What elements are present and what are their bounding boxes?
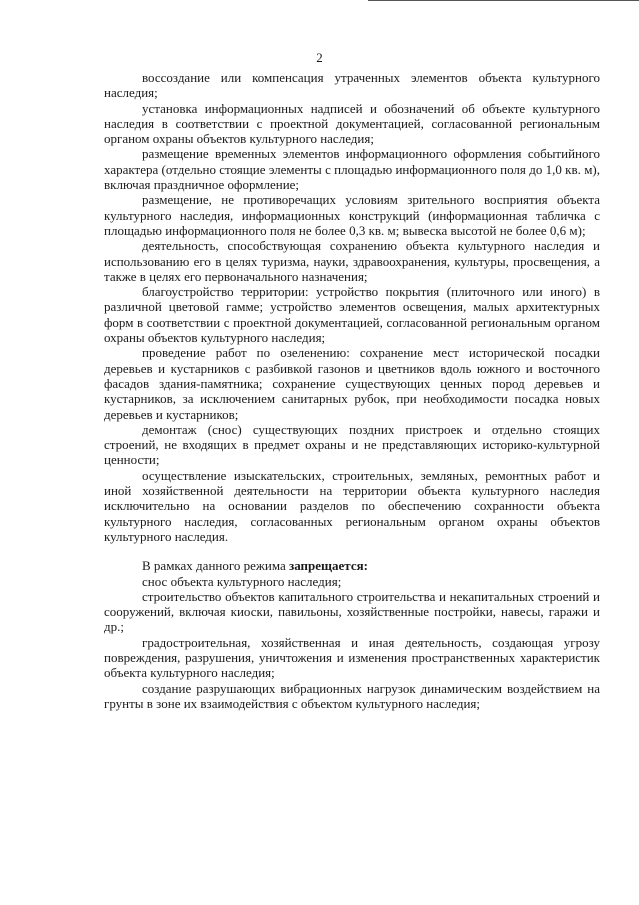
document-body [104, 70, 600, 711]
paragraph-allowed-2: установка информационных надписей и обозначений об объекте культурного наследия в соответствии с проектной документацией, согласованной региональным органом охраны объектов культурного наследия; [104, 100, 600, 147]
prohibited-heading [104, 558, 600, 573]
paragraph-allowed-4: размещение, не противоречащих условиям зрительного восприятия объекта культурного наследия, информационных конструкций (информационная табличка с площадью информационного поля не более 0,3 кв. м; вывеска высотой не более 0,6 м); [104, 192, 600, 238]
prohibited-bold: запрещается: [288, 558, 368, 574]
top-edge-rule [368, 0, 639, 1]
paragraph-allowed-7: проведение работ по озеленению: сохранение мест исторической посадки деревьев и кустарников с разбивкой газонов и цветников вдоль южного и восточного фасадов здания-памятника; сохранение существующих ценных пород деревьев и кустарников, за исключением санитарных рубок, при необходимости посадка новых деревьев и кустарников; [104, 345, 600, 422]
paragraph-allowed-3: размещение временных элементов информационного оформления событийного характера (отдельно стоящие элементы с площадью информационного поля до 1,0 кв. м), включая праздничное оформление; [104, 146, 600, 193]
page-number: 2 [316, 50, 323, 65]
paragraph-allowed-9: осуществление изыскательских, строительных, земляных, ремонтных работ и иной хозяйственной деятельности на территории объекта культурного наследия исключительно на основании разделов по обеспечению сохранности объекта культурного наследия, согласованных региональным органом охраны объектов культурного наследия. [104, 467, 600, 544]
paragraph-allowed-5: деятельность, способствующая сохранению объекта культурного наследия и использованию его в целях туризма, науки, здравоохранения, культуры, просвещения, а также в целях его первоначального назначения; [104, 238, 600, 284]
prohibited-intro: В рамках данного режима [142, 558, 289, 574]
paragraph-allowed-6: благоустройство территории: устройство покрытия (плиточного или иного) в различной цветовой гамме; устройство элементов освещения, малых архитектурных форм в соответствии с проектной документацией, согласованной региональным органом охраны объектов культурного наследия; [104, 284, 600, 346]
paragraph-prohibited-1: снос объекта культурного наследия; [142, 573, 342, 589]
paragraph-allowed-1: воссоздание или компенсация утраченных элементов объекта культурного наследия; [104, 70, 600, 101]
section-gap [104, 544, 600, 558]
paragraph-allowed-8: демонтаж (снос) существующих поздних пристроек и отдельно стоящих строений, не входящих в предмет охраны и не представляющих историко-культурной ценности; [104, 421, 600, 468]
paragraph-prohibited-2: строительство объектов капитального строительства и некапитальных строений и сооружений, включая киоски, павильоны, хозяйственные постройки, навесы, гаражи и др.; [104, 588, 600, 635]
paragraph-prohibited-4: создание разрушающих вибрационных нагрузок динамическим воздействием на грунты в зоне их взаимодействия с объектом культурного наследия; [104, 680, 600, 711]
paragraph-prohibited-3: градостроительная, хозяйственная и иная деятельность, создающая угрозу повреждения, разрушения, уничтожения и изменения пространственных характеристик объекта культурного наследия; [104, 634, 600, 681]
